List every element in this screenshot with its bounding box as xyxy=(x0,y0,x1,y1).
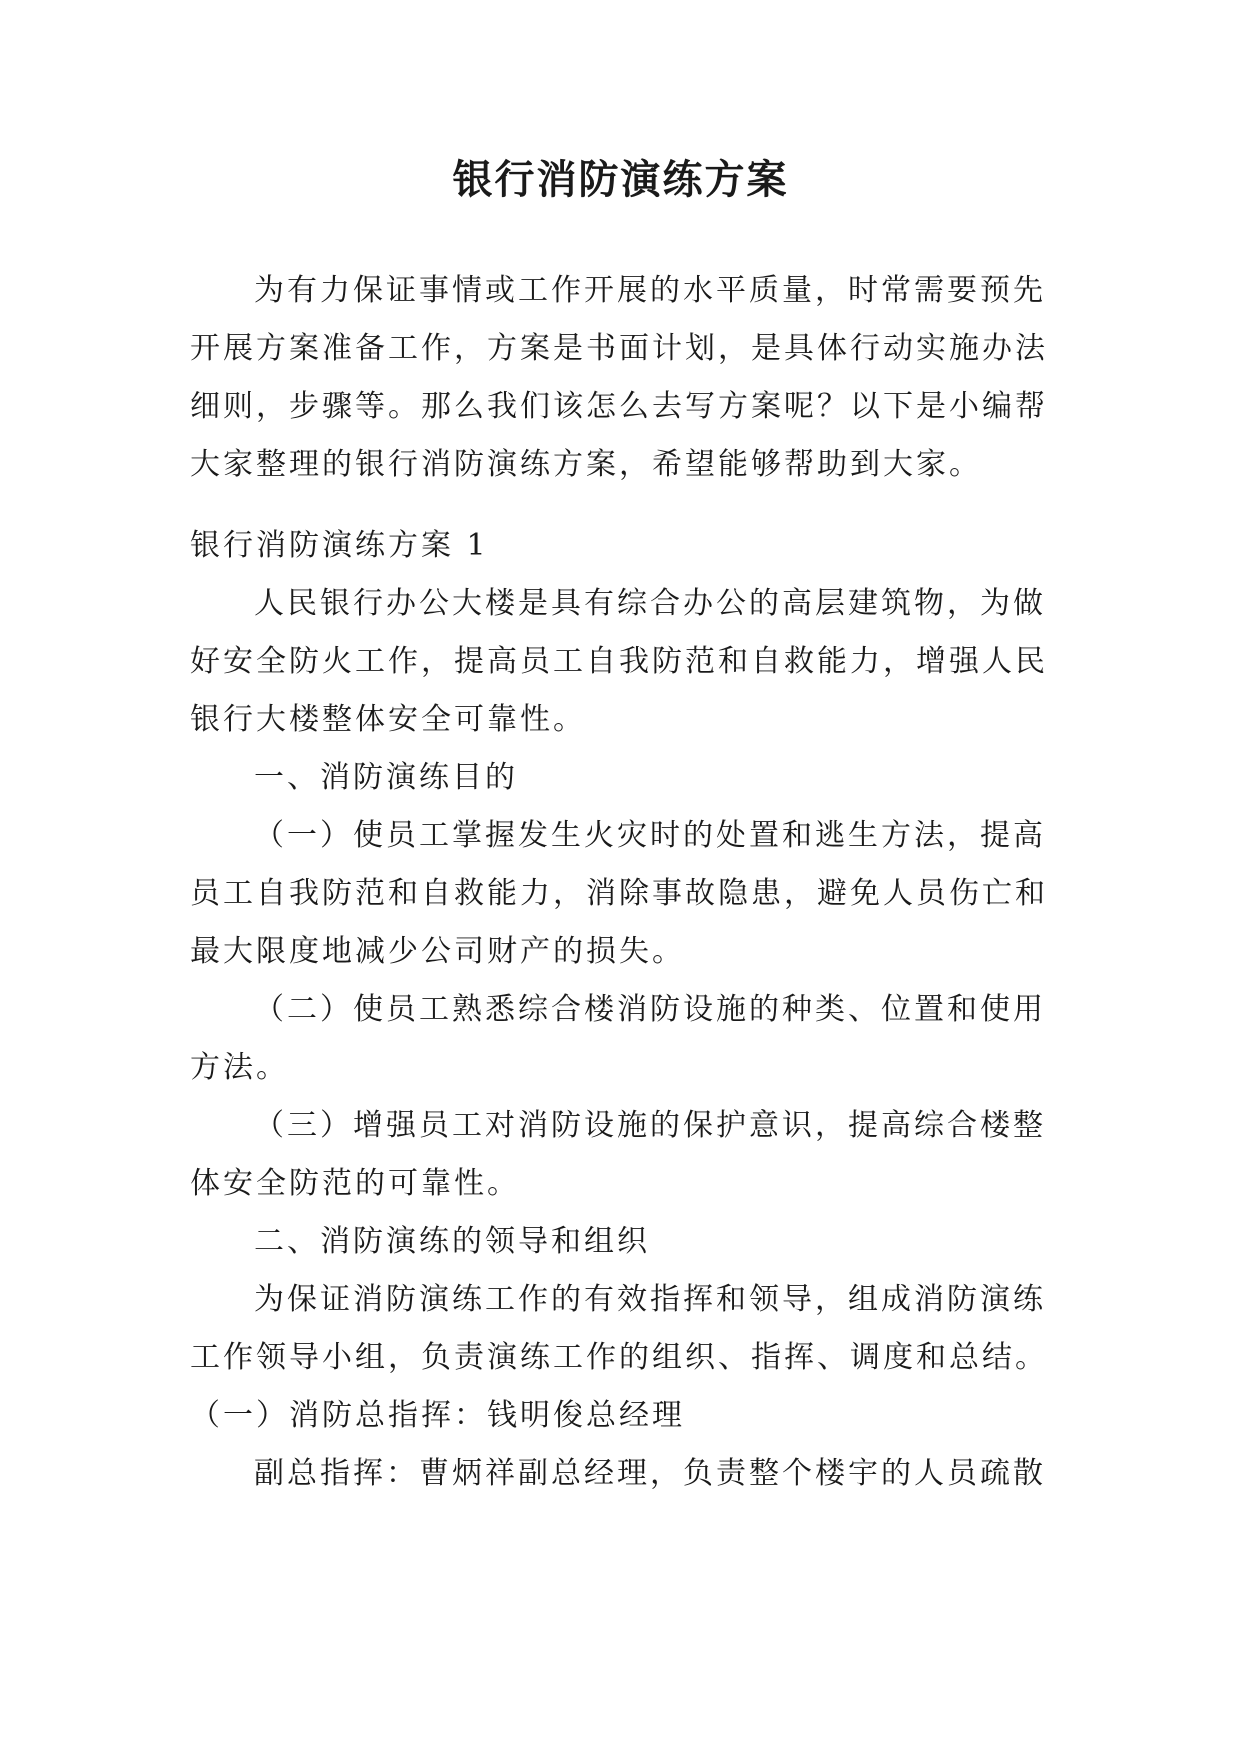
body-paragraph: 人民银行办公大楼是具有综合办公的高层建筑物，为做好安全防火工作，提高员工自我防范和自救能力，增强人民银行大楼整体安全可靠性。 xyxy=(190,586,1048,737)
body-paragraph: （三）增强员工对消防设施的保护意识，提高综合楼整体安全防范的可靠性。 xyxy=(190,1108,1046,1201)
body-paragraph: （一）消防总指挥：钱明俊总经理 xyxy=(190,1398,685,1433)
document-title: 银行消防演练方案 xyxy=(452,156,789,203)
body-paragraph: （二）使员工熟悉综合楼消防设施的种类、位置和使用方法。 xyxy=(190,992,1046,1085)
heading-purpose: 一、消防演练目的 xyxy=(254,760,518,795)
intro-paragraph: 为有力保证事情或工作开展的水平质量，时常需要预先开展方案准备工作，方案是书面计划，是具体行动实施办法细则，步骤等。那么我们该怎么去写方案呢？以下是小编帮大家整理的银行消防演练方案，希望能够帮助到大家。 xyxy=(190,273,1048,482)
body-paragraph: （一）使员工掌握发生火灾时的处置和逃生方法，提高员工自我防范和自救能力，消除事故隐患，避免人员伤亡和最大限度地减少公司财产的损失。 xyxy=(190,818,1048,969)
intro-block xyxy=(190,262,1070,494)
body-paragraph: 副总指挥：曹炳祥副总经理，负责整个楼宇的人员疏散 xyxy=(254,1456,1046,1491)
heading-leadership: 二、消防演练的领导和组织 xyxy=(254,1224,650,1259)
section-title: 银行消防演练方案 1 xyxy=(190,528,489,563)
body-paragraph: 为保证消防演练工作的有效指挥和领导，组成消防演练工作领导小组，负责演练工作的组织、指挥、调度和总结。 xyxy=(190,1282,1048,1375)
section-block xyxy=(190,517,1070,1503)
